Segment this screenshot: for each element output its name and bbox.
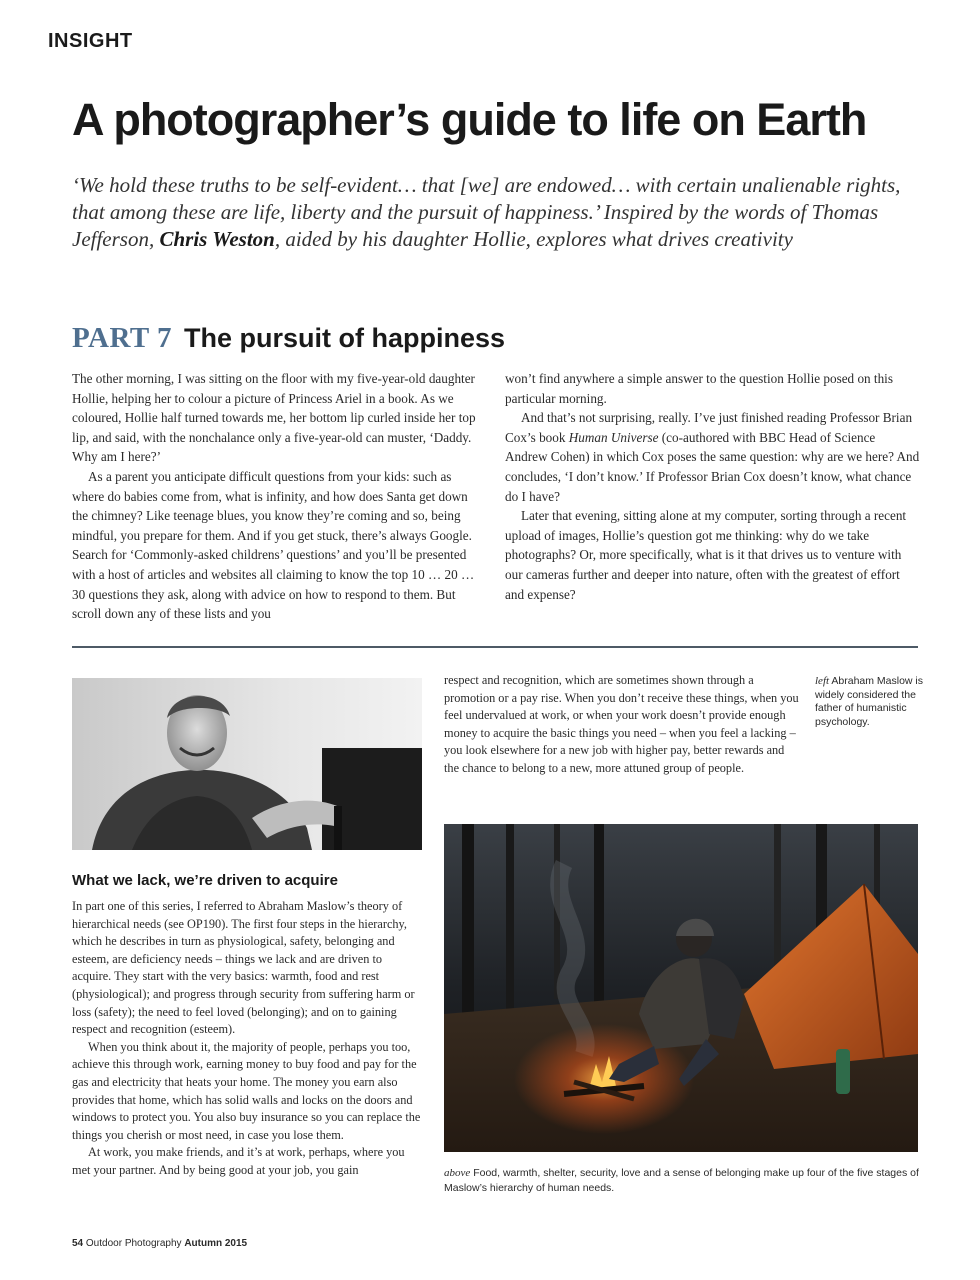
paragraph: respect and recognition, which are sometimes shown through a promotion or a pay rise. When you don’t receive these things, when you feel undervalued at work, or when your work doesn’t provide enough money to acquire the basic things you need – when you feel a lacking – you look elsewhere for a new job with higher pay, better rewards and the chance to belong to a new, more attuned group of people.: [444, 673, 799, 775]
paragraph: [505, 408, 920, 506]
part-heading: [72, 318, 505, 360]
campfire-photo: [444, 824, 918, 1152]
page-number: 54: [72, 1238, 84, 1249]
book-title: Human Universe: [568, 429, 659, 445]
caption-direction: above: [444, 1167, 471, 1179]
section-label: INSIGHT: [48, 30, 133, 52]
paragraph-text: And that’s not surprising, really. I’ve just finished reading Professor Brian Cox’s book: [505, 410, 913, 445]
campfire-caption: [444, 1166, 924, 1195]
section-divider: [72, 646, 918, 648]
paragraph: Later that evening, sitting alone at my computer, sorting through a recent upload of images, Hollie’s question got me thinking: why do we take photographs? Or, more specifically, what is it that drives us to venture with our cameras further and deeper into nature, often with the greatest of effort and expense?: [505, 508, 907, 602]
caption-text: Food, warmth, shelter, security, love and a sense of belonging make up four of the five stages of Maslow’s hierarchy of human needs.: [444, 1167, 919, 1194]
caption-text: Abraham Maslow is widely considered the father of humanistic psychology.: [815, 675, 924, 728]
standfirst-author: Chris Weston: [159, 227, 275, 251]
standfirst-text: ‘We hold these truths to be self-evident… that [we] are endowed… with certain unalienable rights, that among these are life, liberty and the pursuit of happiness.’ Inspired by the words of Thomas Jefferson,: [72, 173, 901, 251]
standfirst: [72, 172, 932, 253]
maslow-caption: [815, 675, 925, 729]
paragraph-text: (co-authored with BBC Head of Science Andrew Cohen) in which Cox poses the same question: why are we here? And concludes, ‘I don’t know.’ If Professor Brian Cox doesn’t know, what chance do I have?: [505, 429, 920, 504]
campfire-illustration: [444, 824, 918, 1152]
body-column-3: [72, 898, 424, 1180]
body-column-1: [72, 369, 482, 624]
page-footer: [72, 1238, 247, 1249]
issue-name: Autumn 2015: [184, 1238, 248, 1249]
maslow-portrait-illustration: [72, 678, 422, 850]
body-column-2: [505, 369, 920, 604]
part-title: The pursuit of happiness: [184, 323, 506, 353]
part-number: PART 7: [72, 322, 172, 354]
body-column-4: [444, 672, 799, 778]
paragraph: When you think about it, the majority of people, perhaps you too, achieve this through work, earning money to buy food and pay for the gas and electricity that heats your home. The money you earn also provides that home, which has solid walls and locks on the doors and windows to protect you. You also buy insurance so you can replace the things you cherish or most need, in case you lose them.: [72, 1039, 421, 1142]
standfirst-text-end: , aided by his daughter Hollie, explores what drives creativity: [274, 227, 793, 251]
magazine-name: Outdoor Photography: [85, 1238, 182, 1249]
maslow-portrait-photo: [72, 678, 422, 850]
subheading: What we lack, we’re driven to acquire: [72, 872, 338, 889]
headline: A photographer’s guide to life on Earth: [72, 94, 867, 145]
paragraph: At work, you make friends, and it’s at work, perhaps, where you met your partner. And by being good at your job, you gain: [72, 1145, 405, 1177]
paragraph: won’t find anywhere a simple answer to the question Hollie posed on this particular morning.: [505, 371, 893, 406]
caption-direction: left: [815, 675, 830, 687]
paragraph: In part one of this series, I referred to Abraham Maslow’s theory of hierarchical needs (see OP190). The first four steps in the hierarchy, which he describes in turn as physiological, safety, belonging and esteem, are deficiency needs – things we lack and are driven to acquire. They start with the very basics: warmth, food and rest (physiological); and progress through security from suffering harm or loss (safety); the need to feel loved (belonging); and on to gaining respect and recognition (esteem).: [72, 899, 415, 1037]
paragraph: As a parent you anticipate difficult questions from your kids: such as where do babies come from, what is infinity, and how does Santa get down the chimney? Like teenage blues, you know they’re coming and so, being mindful, you prepare for them. And if you get stuck, there’s always Google. Search for ‘Commonly-asked childrens’ questions’ and you’ll be presented with a host of articles and websites all claiming to know the top 10 … 20 … 30 questions they ask, along with advice on how to respond to them. But scroll down any of these lists and you: [72, 468, 475, 622]
paragraph: The other morning, I was sitting on the floor with my five-year-old daughter Hollie, helping her to colour a picture of Princess Ariel in a book. As we coloured, Hollie half turned towards me, her bottom lip curled inside her top lip, and said, with the nonchalance only a five-year-old can muster, ‘Daddy. Why am I here?’: [72, 371, 476, 465]
